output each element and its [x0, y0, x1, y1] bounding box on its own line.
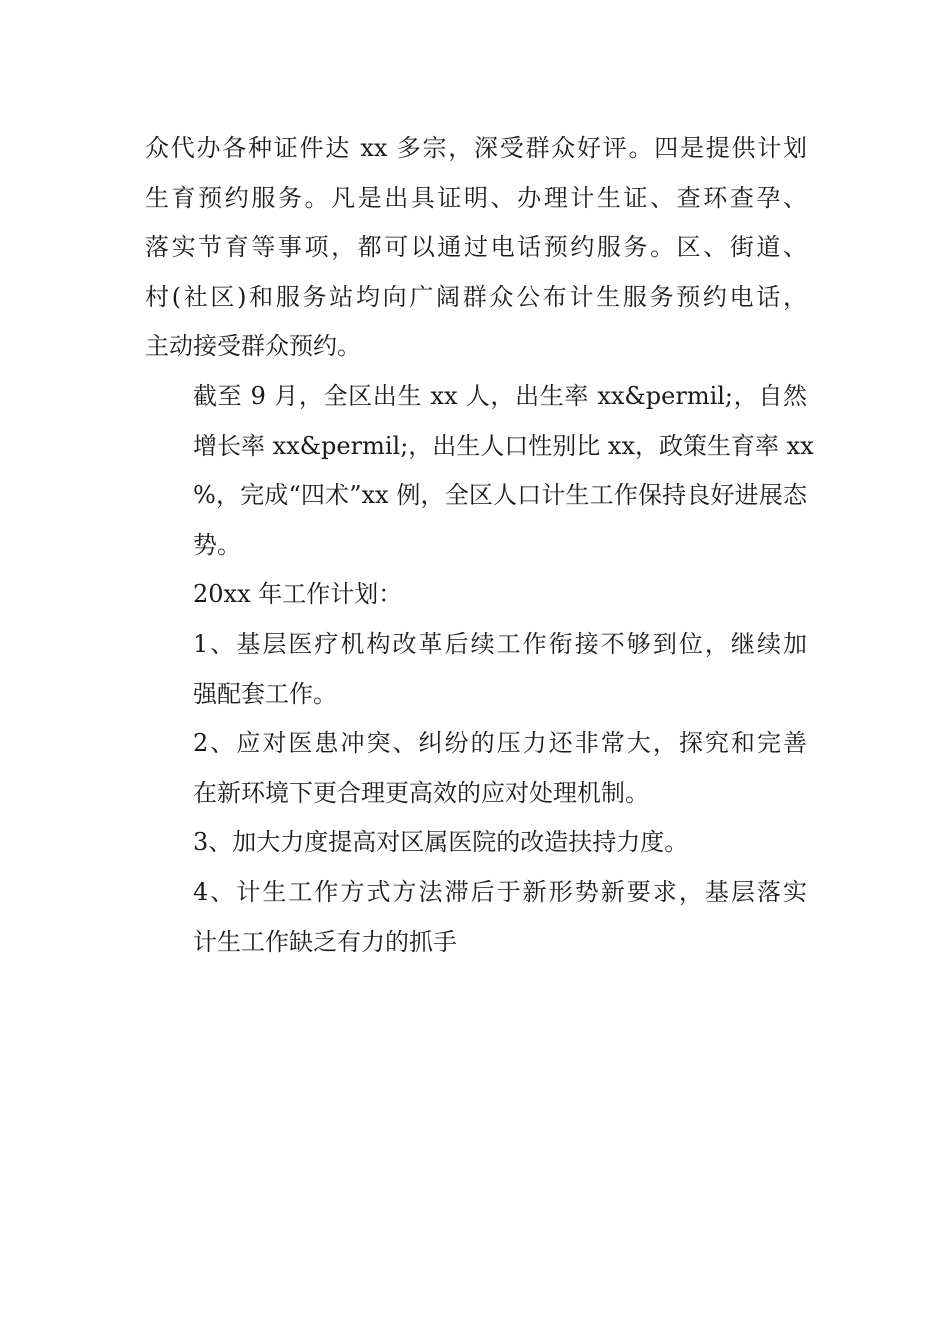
- text-line: 1、基层医疗机构改革后续工作衔接不够到位，继续加: [193, 629, 807, 658]
- text-line: 生育预约服务。凡是出具证明、办理计生证、查环查孕、: [145, 183, 807, 212]
- plan-item-3: [145, 818, 807, 868]
- text-line: 计生工作缺乏有力的抓手: [193, 927, 457, 956]
- text-line: 2、应对医患冲突、纠纷的压力还非常大，探究和完善: [193, 729, 807, 758]
- plan-item-2: [145, 719, 807, 818]
- text-line: 3、加大力度提高对区属医院的改造扶持力度。: [193, 828, 689, 857]
- plan-item-4: [145, 868, 807, 967]
- paragraph-plan-heading: [145, 570, 807, 620]
- text-line: 在新环境下更合理更高效的应对处理机制。: [193, 778, 649, 807]
- text-line: 增长率 xx&permil;，出生人口性别比 xx，政策生育率 xx: [193, 431, 814, 460]
- text-line: 村(社区)和服务站均向广阔群众公布计生服务预约电话，: [145, 282, 807, 311]
- text-line: 主动接受群众预约。: [145, 332, 361, 361]
- text-line: 截至 9 月，全区出生 xx 人，出生率 xx&permil;，自然: [193, 381, 807, 410]
- paragraph-1: [145, 124, 807, 372]
- text-line: 落实节育等事项，都可以通过电话预约服务。区、街道、: [145, 233, 807, 262]
- text-line: 势。: [193, 530, 241, 559]
- text-line: 强配套工作。: [193, 679, 337, 708]
- text-line: 20xx 年工作计划：: [193, 580, 403, 609]
- plan-item-1: [145, 620, 807, 719]
- document-body: [145, 124, 814, 967]
- text-line: 4、计生工作方式方法滞后于新形势新要求，基层落实: [193, 877, 807, 906]
- text-line: 众代办各种证件达 xx 多宗，深受群众好评。四是提供计划: [145, 134, 807, 162]
- text-line: %，完成“四术”xx 例，全区人口计生工作保持良好进展态: [193, 481, 807, 510]
- paragraph-2: [145, 372, 814, 570]
